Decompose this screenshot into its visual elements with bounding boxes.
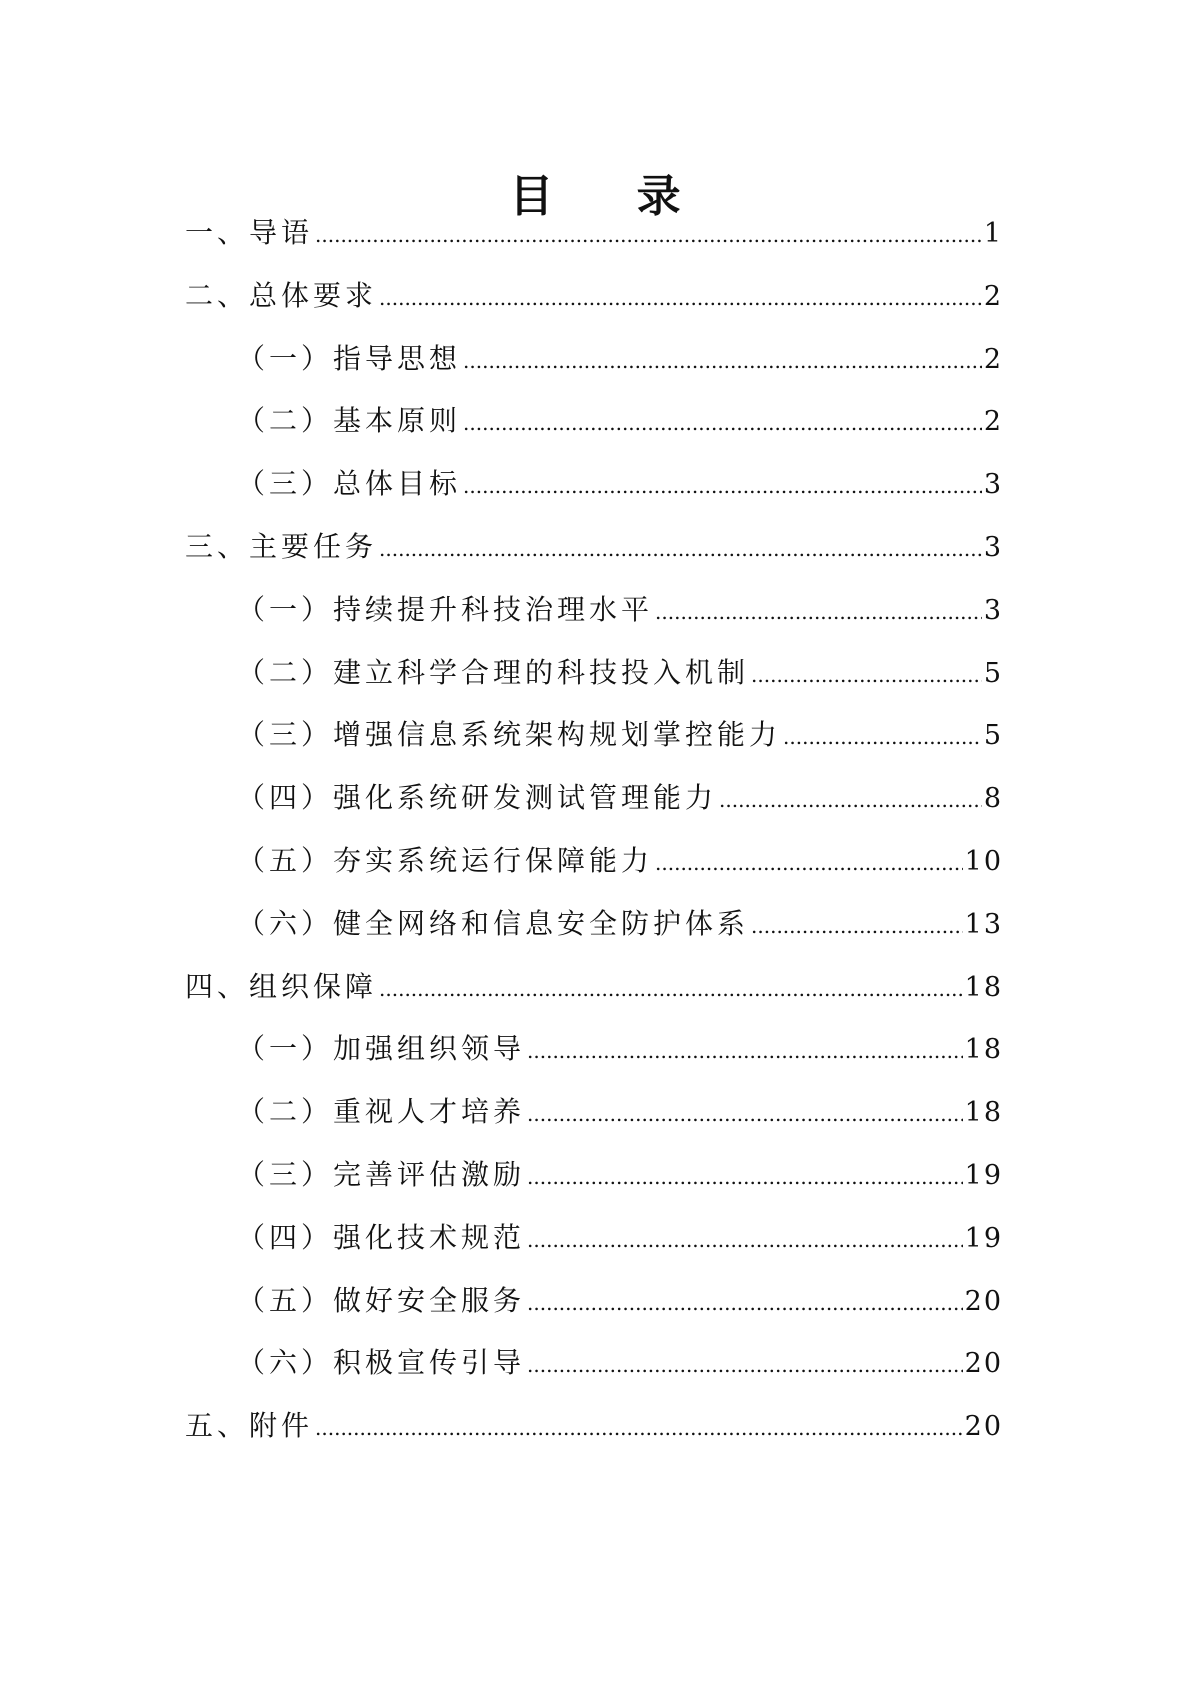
dot-leader [783, 706, 982, 769]
toc-entry-label: （六）积极宣传引导 [237, 1346, 526, 1380]
toc-entry-introduction[interactable] [0, 202, 1190, 265]
toc-entry-leadership[interactable] [0, 1018, 1190, 1081]
dot-leader [527, 1020, 963, 1083]
toc-entry-evaluation-incentives[interactable] [0, 1144, 1190, 1207]
toc-entry-attachments[interactable] [0, 1395, 1190, 1458]
toc-entry-guiding-ideology[interactable] [0, 328, 1190, 391]
toc-entry-label: （二）建立科学合理的科技投入机制 [237, 655, 750, 689]
toc-entry-page-number: 2 [983, 406, 1003, 438]
toc-entry-label: （一）指导思想 [237, 341, 462, 375]
dot-leader [379, 958, 963, 1021]
toc-entry-dev-test-management[interactable] [0, 767, 1190, 830]
toc-entry-page-number: 5 [983, 720, 1003, 752]
toc-entry-page-number: 18 [964, 1034, 1003, 1066]
toc-entry-publicity-guidance[interactable] [0, 1332, 1190, 1395]
toc-entry-basic-principles[interactable] [0, 390, 1190, 453]
toc-entry-page-number: 13 [964, 908, 1003, 940]
dot-leader [463, 392, 982, 455]
toc-entry-tech-governance[interactable] [0, 579, 1190, 642]
toc-entry-security-protection[interactable] [0, 893, 1190, 956]
toc-entry-page-number: 3 [983, 531, 1003, 563]
dot-leader [379, 518, 982, 581]
toc-entry-page-number: 20 [964, 1348, 1003, 1380]
dot-leader [527, 1083, 963, 1146]
toc-entry-page-number: 18 [964, 971, 1003, 1003]
toc-entry-page-number: 8 [983, 783, 1003, 815]
toc-entry-label: （二）基本原则 [237, 404, 462, 438]
toc-entry-label: （六）健全网络和信息安全防护体系 [237, 906, 750, 940]
toc-entry-overall-requirements[interactable] [0, 265, 1190, 328]
toc-entry-page-number: 1 [983, 218, 1003, 249]
toc-entry-label: （一）加强组织领导 [237, 1032, 526, 1066]
toc-entry-organizational-guarantee[interactable] [0, 956, 1190, 1019]
dot-leader [655, 581, 982, 644]
dot-leader [315, 204, 982, 267]
page-title: 目 录 [509, 171, 715, 223]
toc-entry-label: （一）持续提升科技治理水平 [237, 592, 654, 626]
toc-entry-label: 二、总体要求 [185, 278, 378, 312]
table-of-contents [0, 202, 1190, 1458]
toc-entry-main-tasks[interactable] [0, 516, 1190, 579]
toc-entry-tech-investment[interactable] [0, 642, 1190, 705]
toc-entry-overall-goals[interactable] [0, 453, 1190, 516]
dot-leader [527, 1334, 963, 1397]
dot-leader [719, 769, 982, 832]
toc-entry-label: （四）强化系统研发测试管理能力 [237, 781, 718, 815]
toc-entry-page-number: 19 [964, 1159, 1003, 1191]
toc-entry-label: 四、组织保障 [185, 969, 378, 1003]
toc-entry-page-number: 19 [964, 1222, 1003, 1254]
toc-entry-page-number: 3 [983, 594, 1003, 626]
toc-entry-label: （三）增强信息系统架构规划掌控能力 [237, 718, 782, 752]
toc-entry-technical-standards[interactable] [0, 1207, 1190, 1270]
toc-entry-talent-cultivation[interactable] [0, 1081, 1190, 1144]
dot-leader [463, 330, 982, 393]
dot-leader [527, 1272, 963, 1335]
toc-entry-label: （三）总体目标 [237, 467, 462, 501]
dot-leader [315, 1397, 963, 1460]
toc-entry-page-number: 20 [964, 1285, 1003, 1317]
toc-entry-label: （五）夯实系统运行保障能力 [237, 843, 654, 877]
toc-entry-label: （三）完善评估激励 [237, 1157, 526, 1191]
toc-entry-page-number: 5 [983, 657, 1003, 689]
toc-entry-page-number: 10 [964, 845, 1003, 877]
dot-leader [527, 1146, 963, 1209]
dot-leader [527, 1209, 963, 1272]
toc-entry-page-number: 18 [964, 1097, 1003, 1129]
dot-leader [463, 455, 982, 518]
dot-leader [655, 832, 963, 895]
dot-leader [751, 895, 963, 958]
toc-entry-page-number: 2 [983, 280, 1003, 312]
toc-entry-page-number: 3 [983, 469, 1003, 501]
toc-entry-architecture-planning[interactable] [0, 704, 1190, 767]
toc-entry-operation-support[interactable] [0, 830, 1190, 893]
toc-entry-label: 一、导语 [185, 216, 314, 249]
toc-entry-label: 三、主要任务 [185, 529, 378, 563]
dot-leader [751, 644, 982, 707]
toc-entry-label: 五、附件 [185, 1409, 314, 1443]
toc-entry-page-number: 2 [983, 343, 1003, 375]
dot-leader [379, 267, 982, 330]
toc-entry-label: （二）重视人才培养 [237, 1095, 526, 1129]
toc-entry-label: （四）强化技术规范 [237, 1220, 526, 1254]
toc-entry-page-number: 20 [964, 1411, 1003, 1443]
toc-entry-label: （五）做好安全服务 [237, 1283, 526, 1317]
toc-entry-security-services[interactable] [0, 1270, 1190, 1333]
